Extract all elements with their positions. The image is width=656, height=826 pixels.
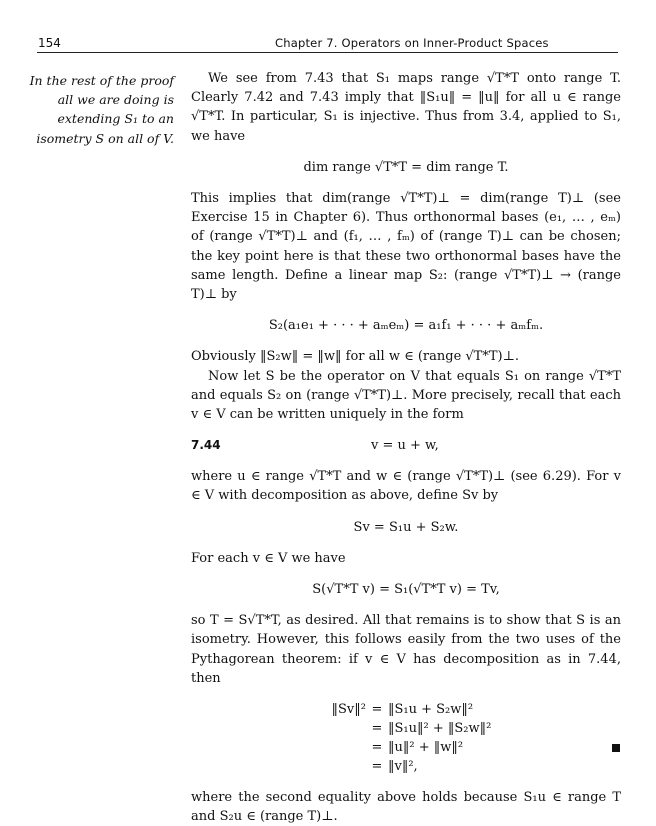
align-lhs: ‖Sv‖² <box>331 702 366 718</box>
display-equation: S₂(a₁e₁ + · · · + aₘeₘ) = a₁f₁ + · · · + aₘfₘ. <box>268 318 544 334</box>
align-rhs: ‖u‖² + ‖w‖² <box>388 740 464 756</box>
margin-note-line: all we are doing is <box>57 92 174 108</box>
align-rhs: ‖S₁u‖² + ‖S₂w‖² <box>388 721 492 737</box>
equation-number: 7.44 <box>191 438 221 453</box>
proof-body <box>191 69 621 826</box>
align-row: = ‖S₁u‖² + ‖S₂w‖² <box>371 721 492 737</box>
running-header-title: Chapter 7. Operators on Inner-Product Spaces <box>275 36 549 50</box>
header-rule <box>37 52 618 53</box>
align-rhs: ‖S₁u + S₂w‖² <box>388 702 474 718</box>
paragraph: Now let S be the operator on V that equals S₁ on range √T*T and equals S₂ on (range √T*T)⊥. More precisely, recall that each v ∈ V can be written uniquely in the form <box>191 368 621 423</box>
align-row: = ‖v‖², <box>371 759 418 775</box>
align-row: = ‖u‖² + ‖w‖² <box>371 740 464 756</box>
page-number: 154 <box>38 36 61 50</box>
paragraph: Obviously ‖S₂w‖ = ‖w‖ for all w ∈ (range √T*T)⊥. <box>191 349 519 365</box>
margin-note <box>22 71 174 148</box>
display-equation: Sv = S₁u + S₂w. <box>353 519 459 535</box>
equation-body: v = u + w, <box>371 438 439 454</box>
paragraph: where u ∈ range √T*T and w ∈ (range √T*T)⊥ (see 6.29). For v ∈ V with decomposition as above, define Sv by <box>191 469 621 504</box>
margin-note-line: extending S₁ to an <box>57 111 174 127</box>
margin-note-line: isometry S on all of V. <box>36 130 174 146</box>
paragraph: This implies that dim(range √T*T)⊥ = dim(range T)⊥ (see Exercise 15 in Chapter 6). Thus orthonormal bases (e₁, … , eₘ) of (range √T*T)⊥ and (f₁, … , fₘ) of (range T)⊥ can be chosen; the key point here is that these two orthonormal bases have the same length. Define a linear map S₂: (range √T*T)⊥ → (range T)⊥ by <box>191 191 621 303</box>
align-row: ‖Sv‖² = ‖S₁u + S₂w‖² <box>324 700 621 719</box>
display-equation: S(√T*T v) = S₁(√T*T v) = Tv, <box>312 582 500 598</box>
paragraph: We see from 7.43 that S₁ maps range √T*T onto range T. Clearly 7.42 and 7.43 imply that ‖S₁u‖ = ‖u‖ for all u ∈ range √T*T. In particular, S₁ is injective. Thus from 3.4, applied to S₁, we have <box>191 71 621 144</box>
paragraph: where the second equality above holds because S₁u ∈ range T and S₂u ∈ (range T)⊥. <box>191 790 621 825</box>
paragraph: so T = S√T*T, as desired. All that remains is to show that S is an isometry. However, this follows easily from the two uses of the Pythagorean theorem: if v ∈ V has decomposition as in 7.44, then <box>191 613 621 686</box>
display-equation: dim range √T*T = dim range T. <box>303 159 509 175</box>
aligned-equations <box>324 700 621 776</box>
qed-square-icon <box>612 744 620 752</box>
align-rhs: ‖v‖², <box>388 759 418 775</box>
paragraph: For each v ∈ V we have <box>191 550 346 566</box>
numbered-equation <box>191 436 621 455</box>
margin-note-line: In the rest of the proof <box>29 73 174 88</box>
